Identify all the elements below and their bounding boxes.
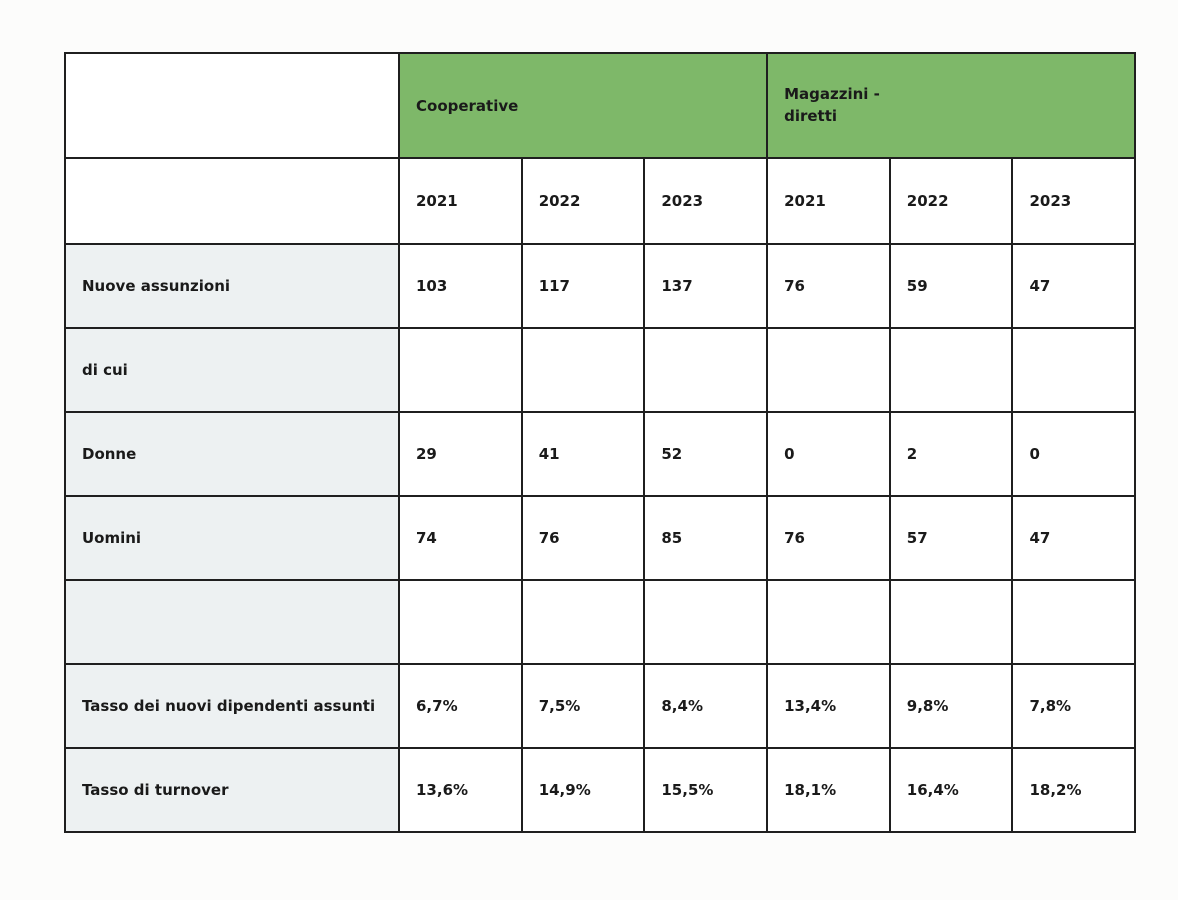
data-cell: 9,8% bbox=[890, 664, 1013, 748]
data-cell: 7,8% bbox=[1012, 664, 1135, 748]
table-row-nuove-assunzioni bbox=[65, 244, 1135, 328]
group-header-row bbox=[65, 53, 1135, 158]
data-cell: 41 bbox=[522, 412, 645, 496]
year-header-mag-2021: 2021 bbox=[767, 158, 890, 244]
data-cell bbox=[767, 580, 890, 664]
data-cell: 7,5% bbox=[522, 664, 645, 748]
data-cell: 13,6% bbox=[399, 748, 522, 832]
year-header-coop-2023: 2023 bbox=[644, 158, 767, 244]
data-cell: 117 bbox=[522, 244, 645, 328]
data-cell bbox=[767, 328, 890, 412]
data-cell: 59 bbox=[890, 244, 1013, 328]
data-cell: 57 bbox=[890, 496, 1013, 580]
data-cell: 29 bbox=[399, 412, 522, 496]
data-cell: 76 bbox=[522, 496, 645, 580]
hiring-data-table bbox=[64, 52, 1136, 833]
data-cell: 13,4% bbox=[767, 664, 890, 748]
data-cell: 15,5% bbox=[644, 748, 767, 832]
data-cell bbox=[1012, 580, 1135, 664]
hiring-data-table-container bbox=[64, 52, 1136, 833]
group-header-magazzini-diretti bbox=[767, 53, 1135, 158]
data-cell: 8,4% bbox=[644, 664, 767, 748]
data-cell: 52 bbox=[644, 412, 767, 496]
data-cell: 18,1% bbox=[767, 748, 890, 832]
data-cell bbox=[522, 328, 645, 412]
row-label: di cui bbox=[65, 328, 399, 412]
data-cell: 47 bbox=[1012, 496, 1135, 580]
table-row-di-cui bbox=[65, 328, 1135, 412]
year-header-coop-2021: 2021 bbox=[399, 158, 522, 244]
year-header-mag-2023: 2023 bbox=[1012, 158, 1135, 244]
corner-cell bbox=[65, 53, 399, 158]
year-header-row bbox=[65, 158, 1135, 244]
data-cell: 137 bbox=[644, 244, 767, 328]
data-cell bbox=[644, 580, 767, 664]
group-header-cooperative bbox=[399, 53, 767, 158]
data-cell: 0 bbox=[767, 412, 890, 496]
data-cell: 6,7% bbox=[399, 664, 522, 748]
row-label: Tasso dei nuovi dipendenti assunti bbox=[65, 664, 399, 748]
data-cell: 74 bbox=[399, 496, 522, 580]
table-row-donne bbox=[65, 412, 1135, 496]
table-row-tasso-turnover bbox=[65, 748, 1135, 832]
data-cell bbox=[1012, 328, 1135, 412]
data-cell: 16,4% bbox=[890, 748, 1013, 832]
data-cell: 18,2% bbox=[1012, 748, 1135, 832]
table-row-uomini bbox=[65, 496, 1135, 580]
group-header-cooperative-label: Cooperative bbox=[416, 96, 519, 115]
data-cell bbox=[522, 580, 645, 664]
row-label bbox=[65, 580, 399, 664]
data-cell: 14,9% bbox=[522, 748, 645, 832]
table-row-tasso-nuovi-dipendenti bbox=[65, 664, 1135, 748]
group-header-magazzini-diretti-label: Magazzini - diretti bbox=[784, 84, 880, 125]
data-cell bbox=[399, 328, 522, 412]
spacer-cell bbox=[65, 158, 399, 244]
data-cell: 2 bbox=[890, 412, 1013, 496]
data-cell: 103 bbox=[399, 244, 522, 328]
table-row-empty bbox=[65, 580, 1135, 664]
data-cell bbox=[644, 328, 767, 412]
row-label: Nuove assunzioni bbox=[65, 244, 399, 328]
data-cell: 76 bbox=[767, 244, 890, 328]
data-cell: 47 bbox=[1012, 244, 1135, 328]
row-label: Tasso di turnover bbox=[65, 748, 399, 832]
row-label: Uomini bbox=[65, 496, 399, 580]
year-header-coop-2022: 2022 bbox=[522, 158, 645, 244]
year-header-mag-2022: 2022 bbox=[890, 158, 1013, 244]
row-label: Donne bbox=[65, 412, 399, 496]
data-cell bbox=[399, 580, 522, 664]
data-cell: 0 bbox=[1012, 412, 1135, 496]
data-cell: 85 bbox=[644, 496, 767, 580]
data-cell: 76 bbox=[767, 496, 890, 580]
data-cell bbox=[890, 580, 1013, 664]
data-cell bbox=[890, 328, 1013, 412]
